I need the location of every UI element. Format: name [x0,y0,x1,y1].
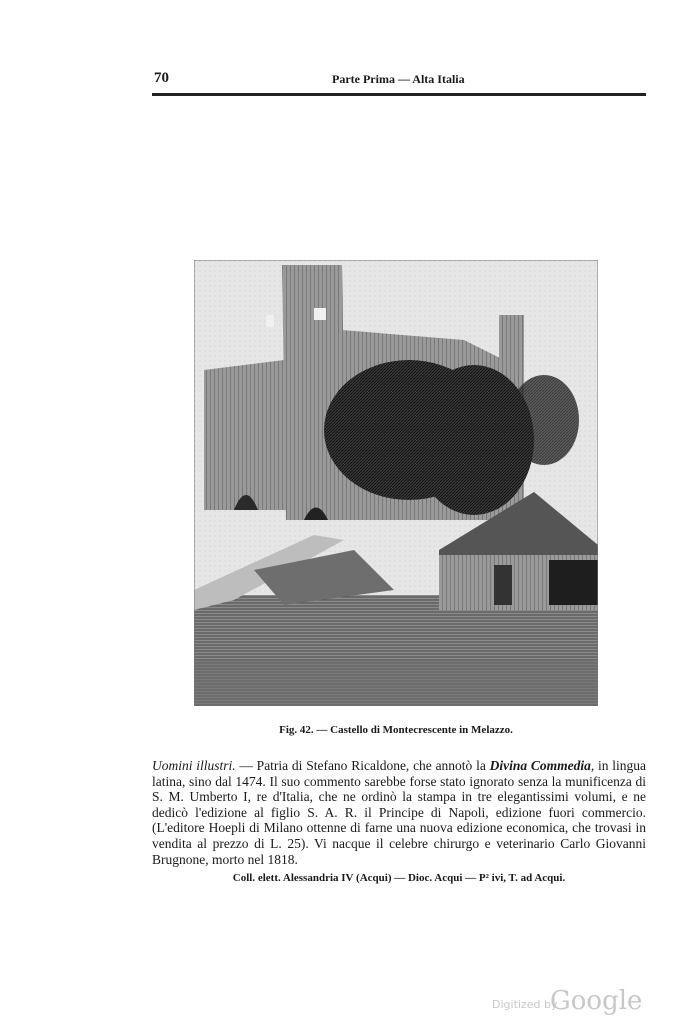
castle-engraving [194,260,598,706]
header-rule [152,93,646,96]
digitization-watermark [492,988,642,1018]
watermark-digitized-label: Digitized by [492,998,558,1011]
running-header [152,70,646,90]
body-paragraph [152,758,646,867]
figure-caption: Fig. 42. — Castello di Montecrescente in Melazzo. [279,724,513,736]
body-text-part-1: — Patria di Stefano Ricaldone, che annotò la [235,758,490,773]
running-title: Parte Prima — Alta Italia [332,72,465,86]
body-text-part-2: , in lingua latina, sino dal 1474. Il suo commento sarebbe forse stato ignorato senza la munificenza di S. M. Umberto I, re d'Italia, che ne ordinò la stampa in tre elegantissimi volumi, e ne dedicò l'edizione al figlio S. A. R. il Principe di Napoli, edizione fuori commercio. (L'editore Hoepli di Milano ottenne di farne una nuova edizione economica, che trovasi in vendita al prezzo di L. 25). Vi nacque il celebre chirurgo e veterinario Carlo Giovanni Brugnone, morto nel 1818. [152,758,647,867]
work-title: Divina Commedia [489,758,591,773]
administrative-note: Coll. elett. Alessandria IV (Acqui) — Dioc. Acqui — P² ivi, T. ad Acqui. [232,872,566,884]
page-number: 70 [154,70,169,86]
section-lead: Uomini illustri. [152,758,236,773]
google-logo: Google [550,986,643,1016]
